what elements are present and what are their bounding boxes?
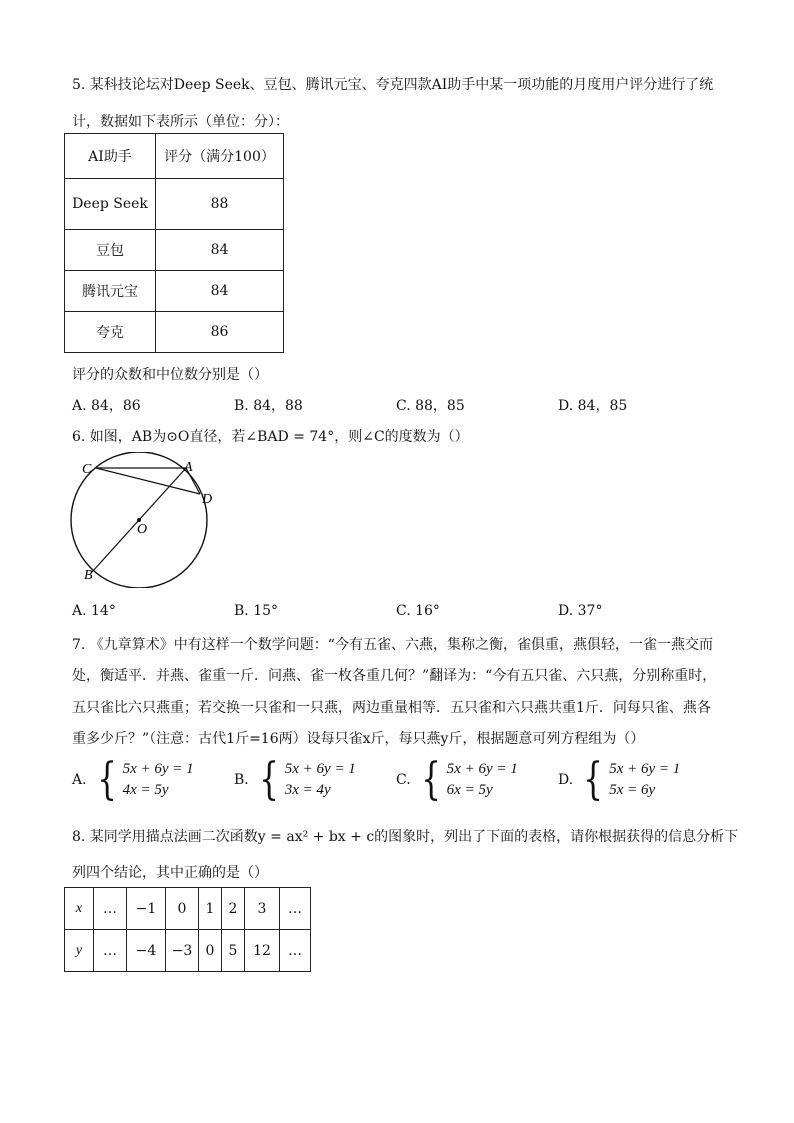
table-cell: 84 bbox=[156, 271, 284, 312]
equation: 5x + 6y = 1 bbox=[609, 761, 681, 777]
table-header-row bbox=[65, 134, 284, 179]
table-row bbox=[65, 888, 311, 930]
table-row bbox=[65, 930, 311, 972]
q7-line4: 重多少斤？”（注意：古代1斤=16两）设每只雀x斤，每只燕y斤，根据题意可列方程组为（） bbox=[72, 731, 645, 747]
equation: 4x = 5y bbox=[122, 782, 169, 798]
option-label: D. bbox=[558, 772, 574, 788]
q5-line1: 5. 某科技论坛对Deep Seek、豆包、腾讯元宝、夸克四款AI助手中某一项功能的月度用户评分进行了统 bbox=[72, 77, 714, 93]
q7-option-a[interactable] bbox=[72, 754, 194, 805]
q5-question: 评分的众数和中位数分别是（） bbox=[72, 367, 268, 383]
table-cell: 2 bbox=[222, 888, 245, 930]
table-cell: 1 bbox=[199, 888, 222, 930]
table-row bbox=[65, 230, 284, 271]
q5-option-a[interactable]: A. 84，86 bbox=[72, 398, 141, 414]
q5-score-table bbox=[64, 133, 284, 353]
q7-option-c[interactable] bbox=[396, 754, 518, 805]
q7-option-d[interactable] bbox=[558, 754, 681, 805]
table-cell: 腾讯元宝 bbox=[65, 271, 156, 312]
q5-option-c[interactable]: C. 88，85 bbox=[396, 398, 465, 414]
table-row bbox=[65, 271, 284, 312]
table-cell: x bbox=[65, 888, 94, 930]
table-row bbox=[65, 179, 284, 230]
table-cell: y bbox=[65, 930, 94, 972]
table-cell: … bbox=[94, 930, 127, 972]
q7-line1: 7. 《九章算术》中有这样一个数学问题：“今有五雀、六燕，集称之衡，雀俱重，燕俱轻，一雀一燕交而 bbox=[72, 637, 713, 653]
table-cell: 3 bbox=[245, 888, 280, 930]
equation: 5x + 6y = 1 bbox=[284, 761, 356, 777]
q7-option-b[interactable] bbox=[234, 754, 356, 805]
table-cell: 0 bbox=[199, 930, 222, 972]
equation: 5x + 6y = 1 bbox=[446, 761, 518, 777]
table-cell: 0 bbox=[166, 888, 199, 930]
option-label: B. bbox=[234, 772, 249, 788]
table-cell: … bbox=[280, 930, 311, 972]
option-label: A. bbox=[72, 772, 87, 788]
table-cell: Deep Seek bbox=[65, 179, 156, 230]
table-header: 评分（满分100） bbox=[156, 134, 284, 179]
table-cell: 夸克 bbox=[65, 312, 156, 353]
equation: 5x + 6y = 1 bbox=[122, 761, 194, 777]
brace-icon: { bbox=[420, 754, 441, 805]
table-header: AI助手 bbox=[65, 134, 156, 179]
q6-option-b[interactable]: B. 15° bbox=[234, 603, 279, 619]
q6-option-a[interactable]: A. 14° bbox=[72, 603, 116, 619]
table-cell: 12 bbox=[245, 930, 280, 972]
table-cell: … bbox=[280, 888, 311, 930]
q6-option-d[interactable]: D. 37° bbox=[558, 603, 603, 619]
q5-option-d[interactable]: D. 84，85 bbox=[558, 398, 628, 414]
option-label: C. bbox=[396, 772, 411, 788]
table-cell: 86 bbox=[156, 312, 284, 353]
table-cell: … bbox=[94, 888, 127, 930]
table-cell: 5 bbox=[222, 930, 245, 972]
q8-line2: 列四个结论，其中正确的是（） bbox=[72, 865, 268, 881]
brace-icon: { bbox=[96, 754, 117, 805]
brace-icon: { bbox=[258, 754, 279, 805]
equation: 5x = 6y bbox=[609, 782, 656, 798]
q5-line2: 计，数据如下表所示（单位：分）： bbox=[72, 114, 289, 130]
label-c: C bbox=[82, 462, 92, 477]
q5-option-b[interactable]: B. 84，88 bbox=[234, 398, 303, 414]
q8-line1: 8. 某同学用描点法画二次函数y = ax² + bx + c的图象时，列出了下面的表格，请你根据获得的信息分析下 bbox=[72, 829, 739, 845]
table-row bbox=[65, 312, 284, 353]
circle-diagram bbox=[60, 452, 230, 588]
equation: 3x = 4y bbox=[284, 782, 331, 798]
q7-line2: 处，衡适平．并燕、雀重一斤．问燕、雀一枚各重几何？”翻译为：“今有五只雀、六只燕，分别称重时， bbox=[72, 668, 717, 684]
label-a: A bbox=[184, 460, 193, 475]
table-cell: −1 bbox=[127, 888, 166, 930]
brace-icon: { bbox=[583, 754, 603, 805]
table-cell: −4 bbox=[127, 930, 166, 972]
equation: 6x = 5y bbox=[446, 782, 493, 798]
table-cell: −3 bbox=[166, 930, 199, 972]
label-b: B bbox=[84, 568, 93, 583]
q8-value-table bbox=[64, 887, 311, 972]
q6-option-c[interactable]: C. 16° bbox=[396, 603, 440, 619]
label-d: D bbox=[202, 492, 213, 507]
q7-line3: 五只雀比六只燕重；若交换一只雀和一只燕，两边重量相等．五只雀和六只燕共重1斤．问每只雀、燕各 bbox=[72, 700, 711, 716]
table-cell: 豆包 bbox=[65, 230, 156, 271]
label-o: O bbox=[137, 522, 148, 537]
table-cell: 88 bbox=[156, 179, 284, 230]
table-cell: 84 bbox=[156, 230, 284, 271]
q6-line: 6. 如图，AB为⊙O直径，若∠BAD = 74°，则∠C的度数为（） bbox=[72, 429, 469, 445]
